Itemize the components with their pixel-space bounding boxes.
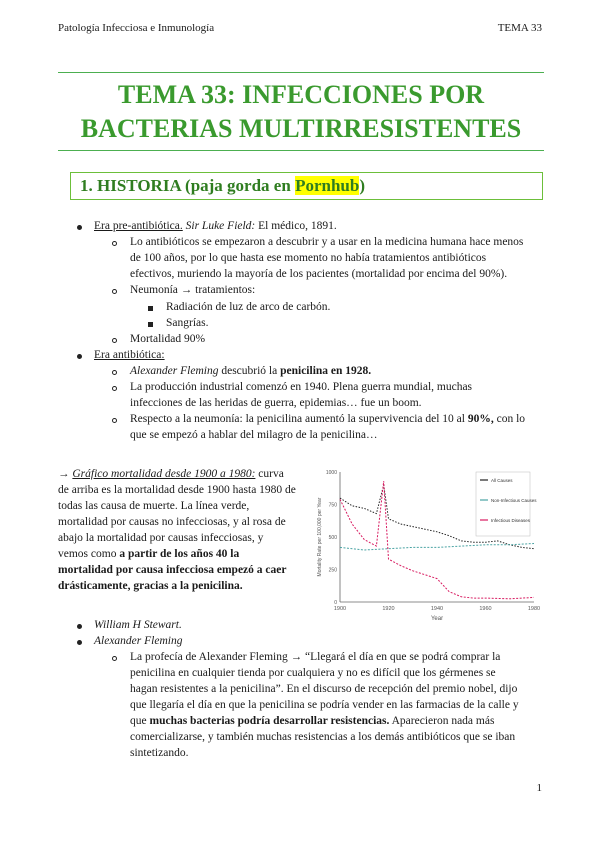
legend-entry: Non-Infectious Causes: [491, 498, 537, 503]
graph-line-3: todas las causa de muerte. La línea verde,: [58, 500, 250, 512]
circle-bullet-icon: [112, 370, 117, 375]
y-tick-label: 0: [334, 600, 337, 606]
prophecy-l5a: que: [130, 715, 150, 727]
legend-entry: Infectious Diseases: [491, 518, 531, 523]
prod-line-2: infecciones de las heridas de guerra, epidemias… fue un boom.: [130, 397, 422, 409]
x-tick-label: 1980: [527, 606, 541, 612]
circle-bullet-icon: [112, 386, 117, 391]
square-bullet-icon: [148, 322, 153, 327]
prophecy-line-7: sintetizando.: [130, 747, 189, 759]
section-suffix: ): [359, 176, 365, 195]
antibiotic-label: [94, 347, 165, 363]
neumonia-item: Neumonía → tratamientos:: [130, 284, 256, 296]
antibiotic-label-text: Era antibiótica:: [94, 349, 165, 361]
resp-line-1: [130, 411, 525, 427]
prophecy-l5c: Aparecieron nada más: [389, 715, 495, 727]
p1-line-3: efectivos, muriendo la mayoría de los pacientes (mortalidad por encima del 90%).: [130, 268, 508, 280]
graph-line-7: mortalidad por causa infecciosa empezó a caer: [58, 564, 287, 576]
treatment-item: Radiación de luz de arco de carbón.: [166, 301, 331, 313]
square-bullet-icon: [148, 306, 153, 311]
title-rule-bottom: [58, 150, 544, 151]
x-tick-label: 1920: [382, 606, 395, 612]
graph-line-5: abajo la mortalidad por causas infecciosas, y: [58, 532, 264, 544]
graph-line-4: mortalidad por causas no infecciosas, y al rosa de: [58, 516, 286, 528]
y-tick-label: 750: [328, 502, 337, 509]
mortality-chart: [312, 464, 544, 624]
prophecy-line-3: hagan resistentes a la penicilina”. En el discurso de recepción del premio nobel, dijo: [130, 683, 518, 695]
legend-entry: All Causes: [491, 478, 513, 483]
y-tick-label: 250: [328, 567, 337, 574]
circle-bullet-icon: [112, 656, 117, 661]
circle-bullet-icon: [112, 289, 117, 294]
bullet-icon: [77, 640, 82, 645]
prophecy-line-6: comercializarse, y también muchas resistencias a los demás antibióticos que se iban: [130, 731, 516, 743]
fleming-item-2: Alexander Fleming: [94, 635, 183, 647]
y-tick-label: 1000: [325, 470, 337, 476]
resp-line-2: que se empezó a hablar del milagro de la penicilina…: [130, 429, 378, 441]
prod-line-1: La producción industrial comenzó en 1940. Plena guerra mundial, muchas: [130, 381, 473, 393]
graph-l1-rest: curva: [255, 468, 284, 480]
y-axis-label: Mortality Rate per 100,000 per Year: [317, 497, 323, 577]
title-line-1: TEMA 33: INFECCIONES POR: [117, 80, 485, 109]
fleming-bold: penicilina en 1928.: [280, 365, 372, 377]
graph-l6b: a partir de los años 40 la: [119, 548, 240, 560]
prophecy-line-4: que llegaría el día en que la penicilina se podría vender en las farmacias de la calle y: [130, 699, 519, 711]
fleming-item: [130, 363, 371, 379]
title-rule-top: [58, 72, 544, 73]
fleming-name: Alexander Fleming: [130, 365, 219, 377]
graph-line-6: [58, 546, 306, 562]
x-axis-label: Year: [430, 616, 444, 622]
bullet-icon: [77, 225, 82, 230]
circle-bullet-icon: [112, 418, 117, 423]
page-title: [58, 78, 544, 146]
mortalidad-item: Mortalidad 90%: [130, 333, 206, 345]
resp-l1c: con lo: [493, 413, 526, 425]
x-tick-label: 1900: [333, 606, 347, 612]
page-number: 1: [536, 782, 542, 794]
fleming-mid: descubrió la: [218, 365, 281, 377]
graph-arrow: →: [58, 468, 73, 480]
series-line-2: [340, 544, 534, 551]
prophecy-line-2: penicilina en cualquier tienda por cualquiera y no es difícil que los gérmenes se: [130, 667, 496, 679]
section-highlight: Pornhub: [295, 176, 360, 195]
stewart-item: William H Stewart.: [94, 619, 182, 631]
graph-line-8: drásticamente, gracias a la penicilina.: [58, 580, 243, 592]
section-heading: [80, 176, 365, 196]
y-tick-label: 500: [328, 535, 337, 541]
prophecy-line-5: [130, 713, 543, 729]
resp-l1b: 90%,: [467, 413, 494, 425]
preantibiotic-quote: Sir Luke Field:: [185, 220, 256, 232]
treatment-item: Sangrías.: [166, 317, 209, 329]
header-topic: TEMA 33: [497, 22, 542, 34]
graph-l6a: vemos como: [58, 548, 120, 560]
bullet-icon: [77, 354, 82, 359]
section-prefix: 1. HISTORIA (paja gorda en: [80, 176, 296, 195]
header-course: Patología Infecciosa e Inmunología: [58, 22, 215, 34]
graph-line-2: de arriba es la mortalidad desde 1900 hasta 1980 de: [58, 484, 296, 496]
graph-link: Gráfico mortalidad desde 1900 a 1980:: [72, 468, 256, 480]
circle-bullet-icon: [112, 241, 117, 246]
circle-bullet-icon: [112, 338, 117, 343]
graph-line-1: [58, 466, 284, 482]
prophecy-line-1: La profecía de Alexander Fleming → “Llegará el día en que se podrá comprar la: [130, 651, 501, 663]
p1-line-1: Lo antibióticos se empezaron a descubrir y a usar en la medicina humana hace menos: [130, 236, 524, 248]
preantibiotic-item: [94, 218, 337, 234]
prophecy-l5b: muchas bacterias podría desarrollar resistencias.: [149, 715, 390, 727]
bullet-icon: [77, 624, 82, 629]
x-tick-label: 1940: [430, 606, 444, 612]
x-tick-label: 1960: [479, 606, 492, 612]
p1-line-2: de 100 años, por lo que hasta ese momento no había tratamientos antibióticos: [130, 252, 487, 264]
title-line-2: BACTERIAS MULTIRRESISTENTES: [80, 114, 522, 143]
resp-l1a: Respecto a la neumonía: la penicilina aumentó la supervivencia del 10 al: [130, 413, 468, 425]
preantibiotic-rest: El médico, 1891.: [255, 220, 337, 232]
preantibiotic-label: Era pre-antibiótica.: [94, 220, 183, 232]
